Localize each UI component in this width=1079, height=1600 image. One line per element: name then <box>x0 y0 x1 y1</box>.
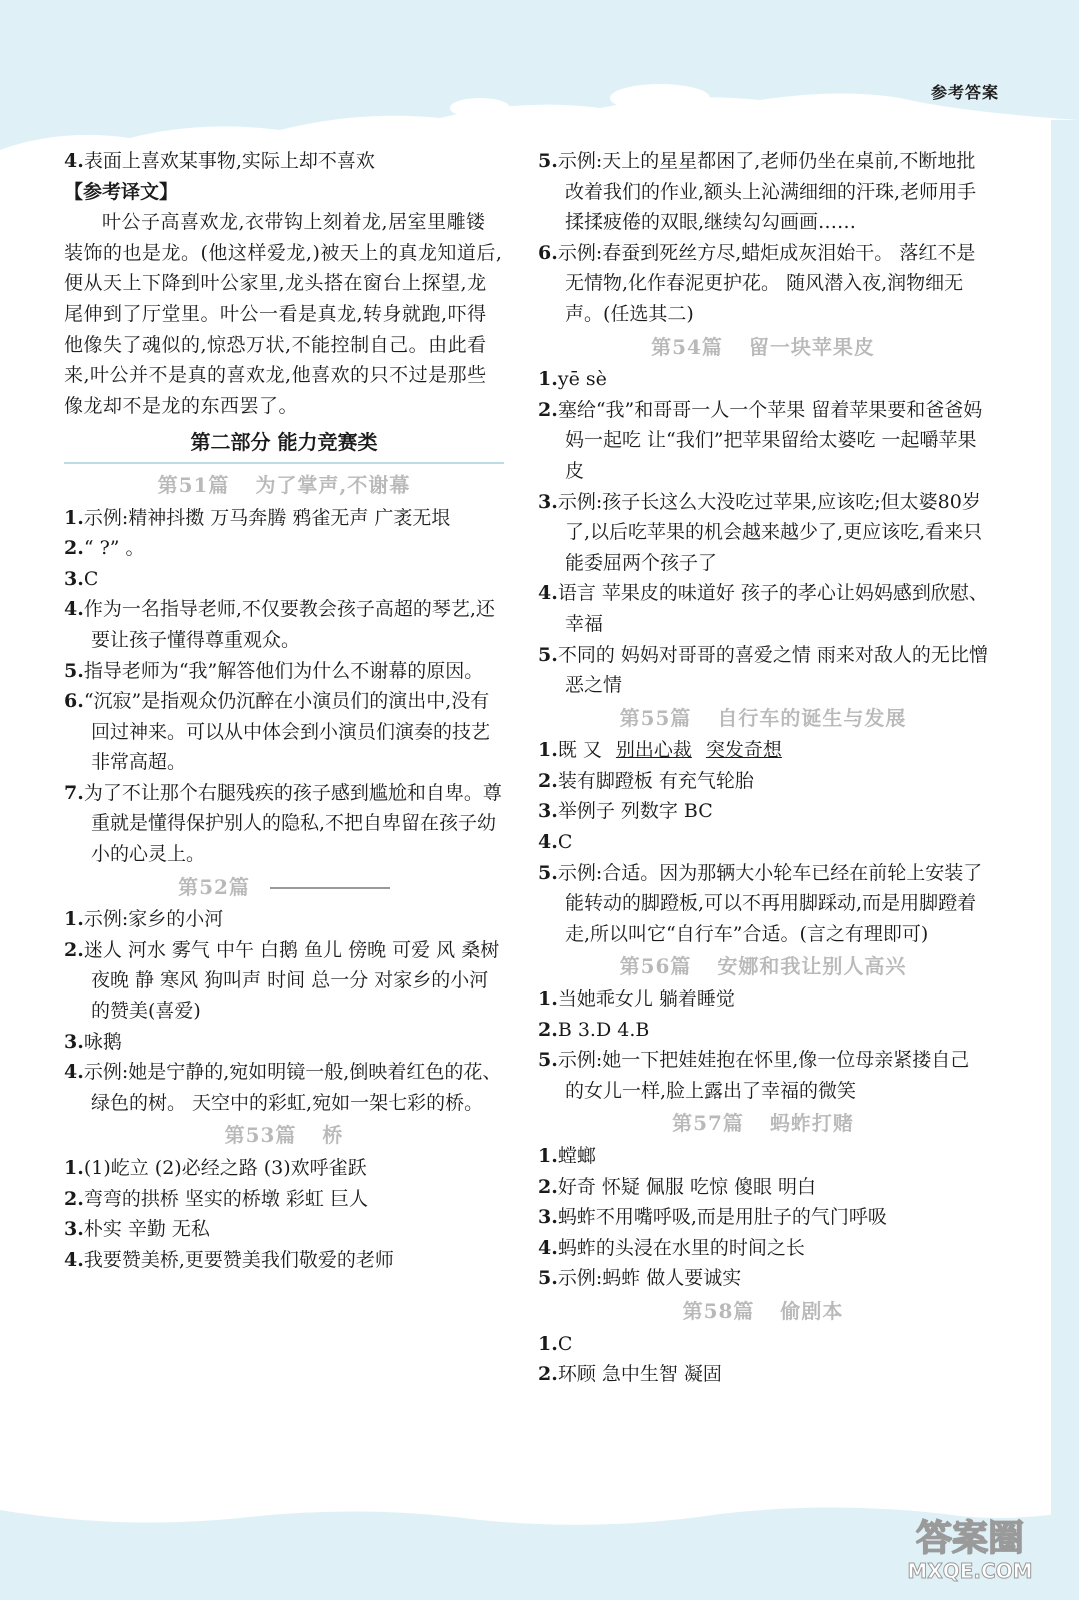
list-item: 3.朴实 辛勤 无私 <box>64 1218 210 1241</box>
watermark-logo <box>895 1506 1045 1586</box>
list-item: 5.示例:蚂蚱 做人要诚实 <box>538 1267 742 1290</box>
list-item: 5.指导老师为“我”解答他们为什么不谢幕的原因。 <box>64 659 484 682</box>
svg-text:MXQE.COM: MXQE.COM <box>907 1559 1033 1583</box>
section-heading-53: 第53篇 桥 <box>224 1123 344 1148</box>
list-item: 3.C <box>64 567 99 590</box>
list-item: 3.示例:孩子长这么大没吃过苹果,应该吃;但太婆80岁了,以后吃苹果的机会越来越少了,更应该吃,看来只能委屈两个孩子了 <box>538 490 983 574</box>
list-item: 2.塞给“我”和哥哥一人一个苹果 留着苹果要和爸爸妈妈一起吃 让“我们”把苹果留给太婆吃 一起嚼苹果皮 <box>538 398 983 482</box>
svg-text:答案圈: 答案圈 <box>915 1518 1025 1559</box>
list-item: 3.举例子 列数字 BC <box>538 800 713 823</box>
section-heading-56: 第56篇 安娜和我让别人高兴 <box>619 954 907 979</box>
section-heading-55: 第55篇 自行车的诞生与发展 <box>619 705 907 730</box>
list-item: 5.示例:她一下把娃娃抱在怀里,像一位母亲紧搂自己的女儿一样,脸上露出了幸福的微笑 <box>538 1049 970 1102</box>
list-item: 1.C <box>538 1332 573 1355</box>
list-item: 4.表面上喜欢某事物,实际上却不喜欢 <box>64 150 375 172</box>
list-item: 1.示例:精神抖擞 万马奔腾 鸦雀无声 广袤无垠 <box>64 506 451 529</box>
right-column <box>538 146 988 1390</box>
list-item: 4.C <box>538 831 573 854</box>
list-item: 5.示例:天上的星星都困了,老师仍坐在桌前,不断地批改着我们的作业,额头上沁满细细的汗珠,老师用手揉揉疲倦的双眼,继续勾勾画画…… <box>538 150 977 234</box>
list-item: 5.示例:合适。因为那辆大小轮车已经在前轮上安装了能转动的脚蹬板,可以不再用脚踩动,而是用脚蹬着走,所以叫它“自行车”合适。(言之有理即可) <box>538 861 983 945</box>
section-heading-58: 第58篇 偷剧本 <box>682 1298 844 1323</box>
section-heading-54: 第54篇 留一块苹果皮 <box>651 334 875 359</box>
list-item: 4.语言 苹果皮的味道好 孩子的孝心让妈妈感到欣慰、幸福 <box>538 582 988 635</box>
list-item: 2.好奇 怀疑 佩服 吃惊 傻眼 明白 <box>538 1175 817 1198</box>
list-item: 2.环顾 急中生智 凝固 <box>538 1363 722 1386</box>
list-item: 2.装有脚蹬板 有充气轮胎 <box>538 769 754 792</box>
list-item: 4.我要赞美桥,更要赞美我们敬爱的老师 <box>64 1248 394 1271</box>
list-item: 6.“沉寂”是指观众仍沉醉在小演员们的演出中,没有回过神来。可以从中体会到小演员们演奏的技艺非常高超。 <box>64 690 491 774</box>
right-side-band <box>1051 120 1079 1600</box>
list-item: 2.迷人 河水 雾气 中午 白鹅 鱼儿 傍晚 可爱 风 桑树 夜晚 静 寒风 狗叫声 时间 总一分 对家乡的小河的赞美(喜爱) <box>64 938 500 1023</box>
list-item: 5.不同的 妈妈对哥哥的喜爱之情 雨来对敌人的无比憎恶之情 <box>538 643 988 697</box>
part-title: 第二部分 能力竞赛类 <box>64 427 504 464</box>
list-item: 1.yē sè <box>538 368 607 391</box>
list-item: 1.螳螂 <box>538 1145 596 1167</box>
left-column <box>64 146 504 1275</box>
section-heading-52: 第52篇 <box>64 872 504 903</box>
list-item: 4.示例:她是宁静的,宛如明镜一般,倒映着红色的花、绿色的树。 天空中的彩虹,宛如一架七彩的桥。 <box>64 1061 502 1114</box>
list-item: 2.B 3.D 4.B <box>538 1018 650 1041</box>
list-item: 7.为了不让那个右腿残疾的孩子感到尴尬和自卑。尊重就是懂得保护别人的隐私,不把自卑留在孩子幼小的心灵上。 <box>64 781 502 866</box>
list-item: 3.蚂蚱不用嘴呼吸,而是用肚子的气门呼吸 <box>538 1206 887 1229</box>
list-item: 1.示例:家乡的小河 <box>64 908 224 931</box>
list-item: 4.蚂蚱的头浸在水里的时间之长 <box>538 1236 805 1259</box>
section-heading-51: 第51篇 为了掌声,不谢幕 <box>157 472 411 497</box>
list-item: 1.(1)屹立 (2)必经之路 (3)欢呼雀跃 <box>64 1157 367 1179</box>
list-item: 4.作为一名指导老师,不仅要教会孩子高超的琴艺,还要让孩子懂得尊重观众。 <box>64 598 495 651</box>
title-blank-line <box>270 887 390 889</box>
section-heading-57: 第57篇 蚂蚱打赌 <box>672 1111 854 1136</box>
header-answer-label: 参考答案 <box>930 83 999 102</box>
translation-heading: 【参考译文】 <box>64 180 179 203</box>
list-item: 2.弯弯的拱桥 坚实的桥墩 彩虹 巨人 <box>64 1187 368 1210</box>
list-item: 3.咏鹅 <box>64 1030 122 1053</box>
list-item: 2.“ ?” 。 <box>64 537 145 560</box>
translation-paragraph: 叶公子高喜欢龙,衣带钩上刻着龙,居室里雕镂装饰的也是龙。(他这样爱龙,)被天上的真龙知道后,便从天上下降到叶公家里,龙头搭在窗台上探望,龙尾伸到了厅堂里。叶公一看是真龙,转身就跑,吓得他像失了魂似的,惊恐万状,不能控制自己。由此看来,叶公并不是真的喜欢龙,他喜欢的只不过是那些像龙却不是龙的东西罢了。 <box>64 211 503 417</box>
list-item: 6.示例:春蚕到死丝方尽,蜡炬成灰泪始干。 落红不是无情物,化作春泥更护花。 随风潜入夜,润物细无声。(任选其二) <box>538 241 976 325</box>
list-item: 1.既 又 别出心裁 突发奇想 <box>538 739 782 762</box>
list-item: 1.当她乖女儿 躺着睡觉 <box>538 988 735 1011</box>
